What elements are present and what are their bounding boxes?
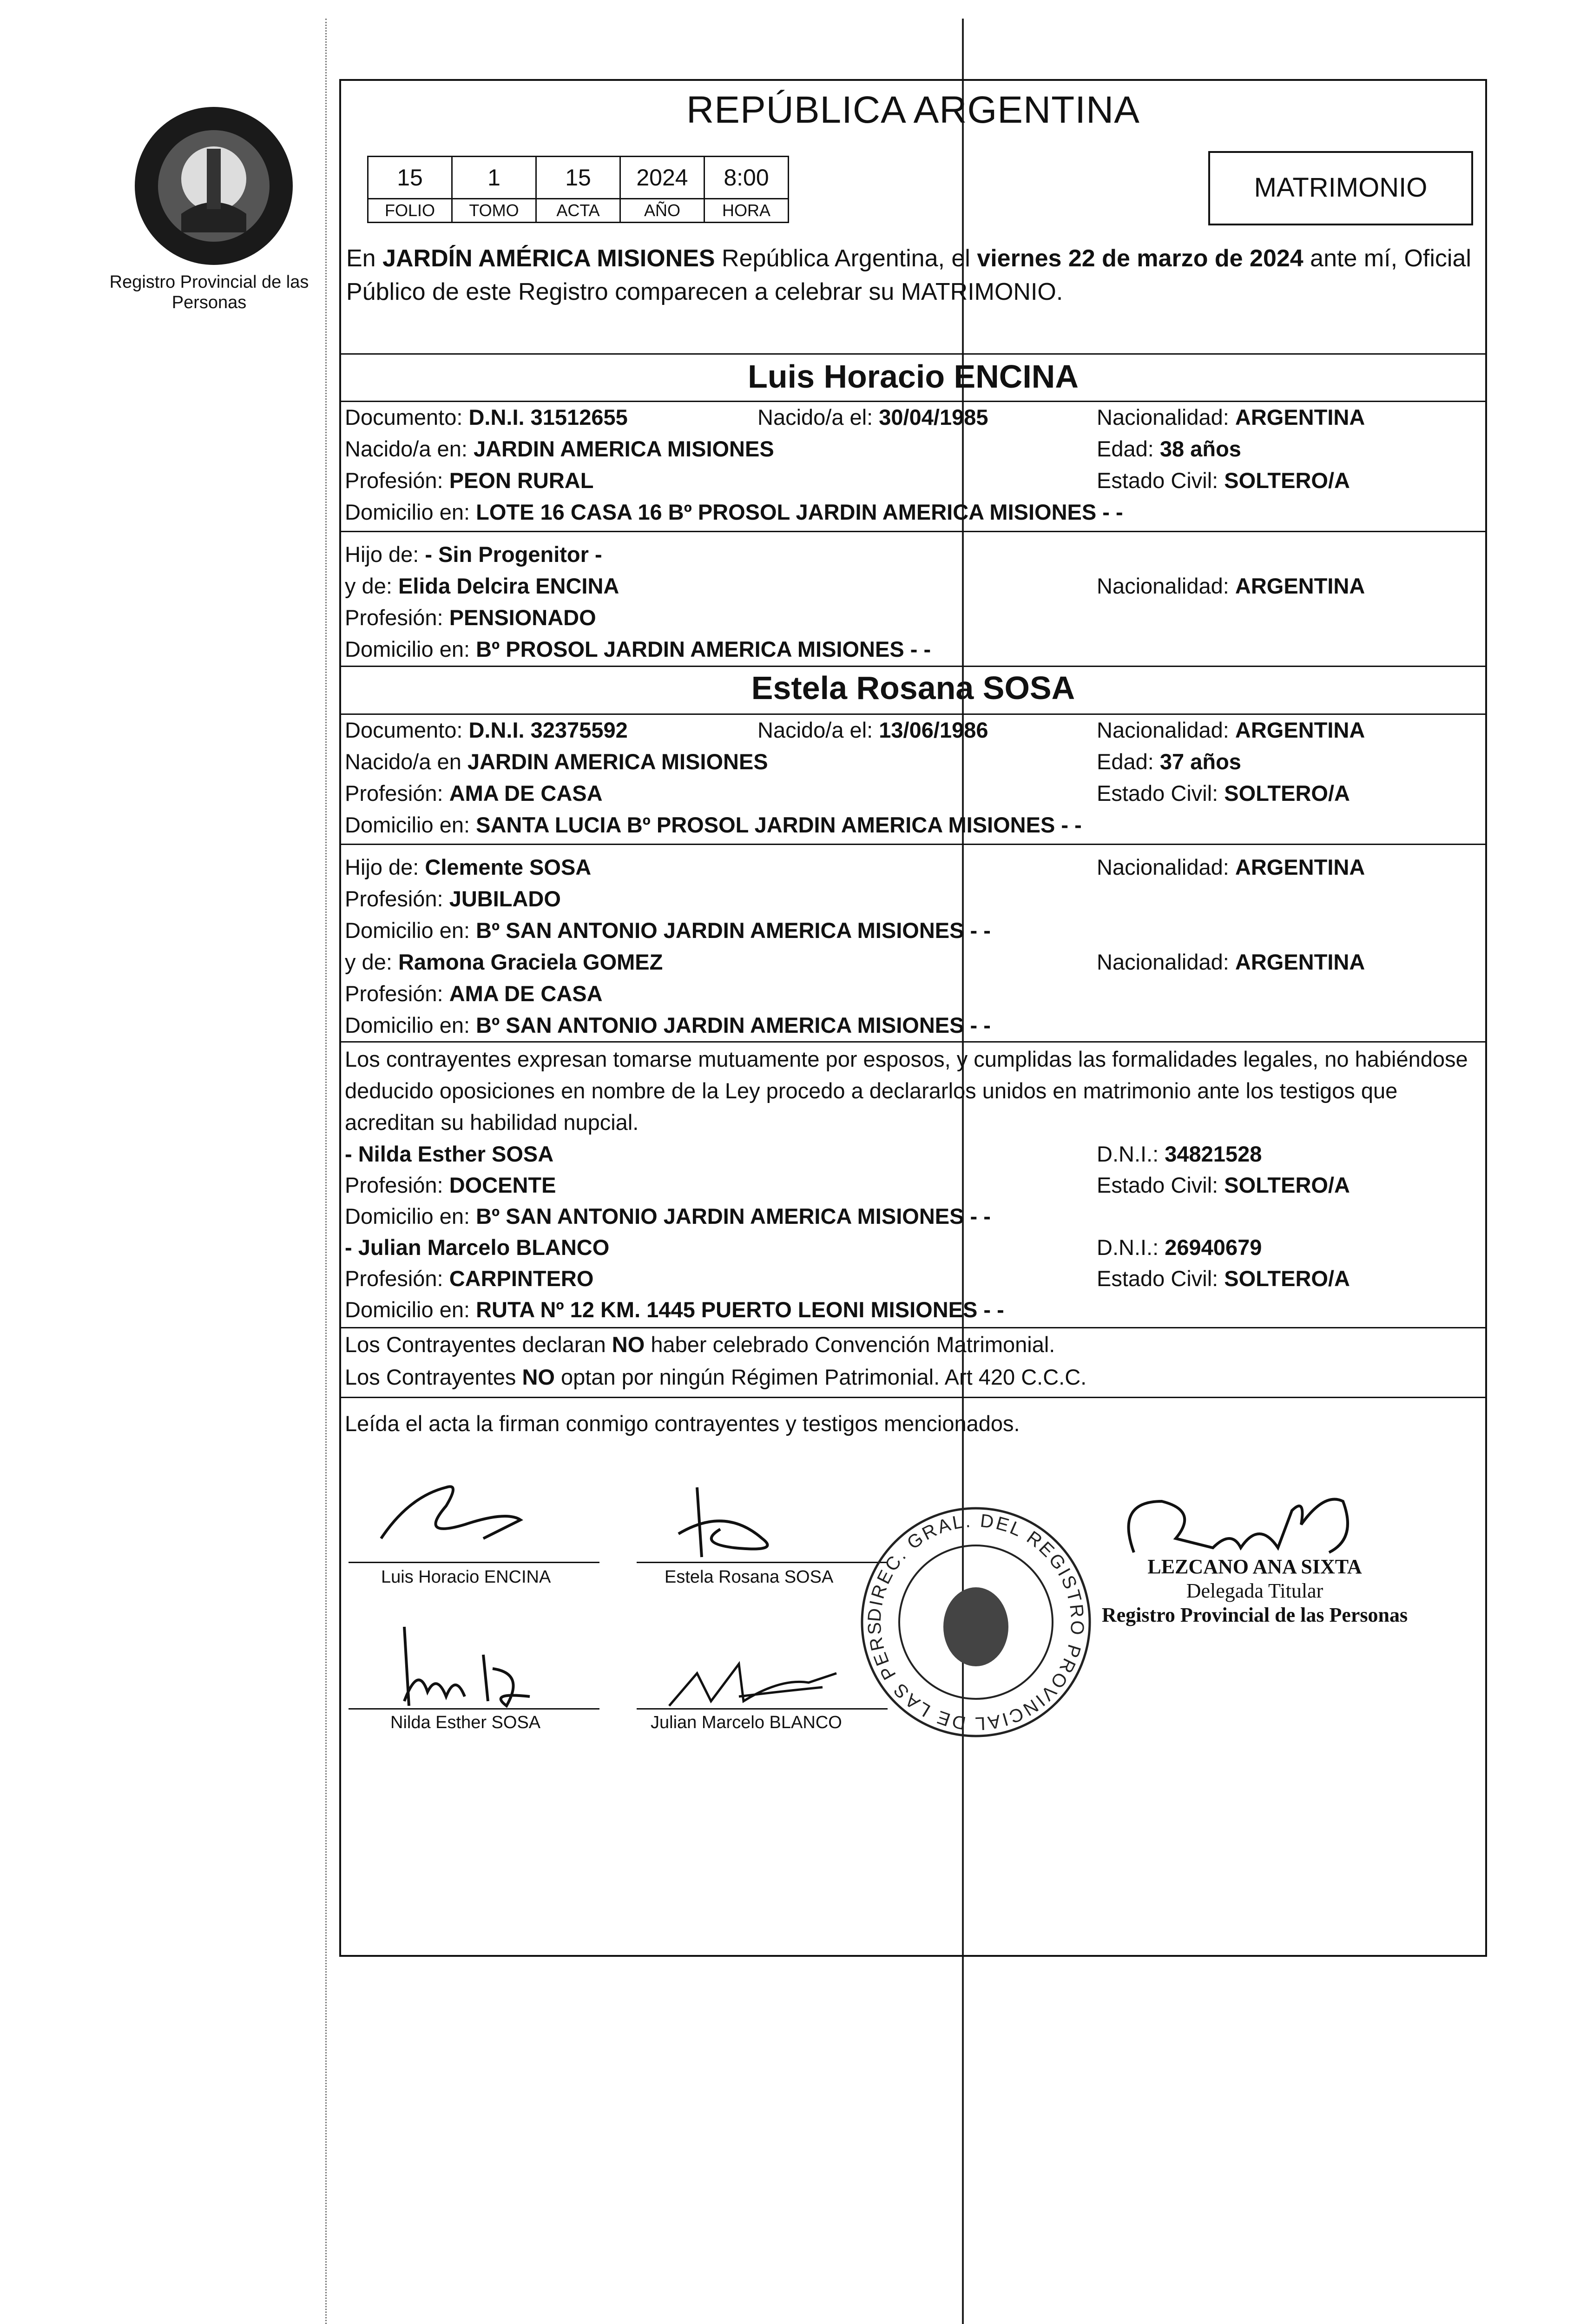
witness2-domicilio: Domicilio en: RUTA Nº 12 KM. 1445 PUERTO LEONI MISIONES - - <box>345 1297 1004 1322</box>
bride-padre: Hijo de: Clemente SOSA <box>345 855 592 879</box>
country-title: REPÚBLICA ARGENTINA <box>686 89 1140 131</box>
official-name: LEZCANO ANA SIXTA <box>1147 1555 1362 1578</box>
witness2-estado-civil: Estado Civil: SOLTERO/A <box>1097 1266 1350 1291</box>
bride-madre-nacionalidad: Nacionalidad: ARGENTINA <box>1097 950 1365 974</box>
bride-estado-civil: Estado Civil: SOLTERO/A <box>1097 781 1350 805</box>
signature-witness1 <box>376 1618 562 1720</box>
acta-label: ACTA <box>536 199 620 223</box>
bride-profesion: Profesión: AMA DE CASA <box>345 781 603 805</box>
signature-groom <box>353 1469 595 1562</box>
svg-text:DIREC. GRAL. DEL REGISTRO PROV: DIREC. GRAL. DEL REGISTRO PROVINCIAL DE LAS PERS <box>864 1510 1088 1734</box>
reference-table <box>367 156 789 223</box>
convention-line: Los Contrayentes declaran NO haber celebrado Convención Matrimonial. <box>345 1332 1055 1357</box>
witness2-name: - Julian Marcelo BLANCO <box>345 1235 610 1260</box>
ano-value: 2024 <box>620 157 704 199</box>
regime-line: Los Contrayentes NO optan por ningún Régimen Patrimonial. Art 420 C.C.C. <box>345 1365 1087 1389</box>
witness1-dni: D.N.I.: 34821528 <box>1097 1142 1262 1166</box>
witness1-profesion: Profesión: DOCENTE <box>345 1173 556 1197</box>
groom-name: Luis Horacio ENCINA <box>748 358 1079 395</box>
groom-edad: Edad: 38 años <box>1097 436 1241 461</box>
declaration-paragraph: Los contrayentes expresan tomarse mutuamente por esposos, y cumplidas las formalidades legales, no habiéndose deducido oposiciones en nombre de la Ley procedo a declararlos unidos en matrimonio ante los testigos que acreditan su habilidad nupcial. <box>345 1047 1468 1135</box>
official-name-block <box>1097 1555 1413 1627</box>
bride-name: Estela Rosana SOSA <box>751 670 1075 706</box>
signature-witness2 <box>660 1636 883 1715</box>
intro-date: viernes 22 de marzo de 2024 <box>977 245 1304 272</box>
folio-value: 15 <box>368 157 452 199</box>
tomo-label: TOMO <box>452 199 536 223</box>
bride-edad: Edad: 37 años <box>1097 749 1241 774</box>
bride-padre-domicilio: Domicilio en: Bº SAN ANTONIO JARDIN AMERICA MISIONES - - <box>345 918 991 943</box>
groom-documento: Documento: D.N.I. 31512655 <box>345 405 628 429</box>
bride-nacionalidad: Nacionalidad: ARGENTINA <box>1097 718 1365 742</box>
signature-label-groom: Luis Horacio ENCINA <box>381 1567 551 1587</box>
groom-madre: y de: Elida Delcira ENCINA <box>345 574 619 598</box>
groom-nacido-en: Nacido/a en: JARDIN AMERICA MISIONES <box>345 436 774 461</box>
signature-official <box>1106 1483 1385 1562</box>
record-type-box: MATRIMONIO <box>1208 151 1473 225</box>
bride-padre-profesion: Profesión: JUBILADO <box>345 886 561 911</box>
closing-line: Leída el acta la firman conmigo contrayentes y testigos mencionados. <box>345 1411 1020 1436</box>
official-office: Registro Provincial de las Personas <box>1101 1604 1408 1626</box>
bride-madre-domicilio: Domicilio en: Bº SAN ANTONIO JARDIN AMERICA MISIONES - - <box>345 1013 991 1037</box>
bride-padre-nacionalidad: Nacionalidad: ARGENTINA <box>1097 855 1365 879</box>
groom-madre-domicilio: Domicilio en: Bº PROSOL JARDIN AMERICA MISIONES - - <box>345 637 931 661</box>
bride-documento: Documento: D.N.I. 32375592 <box>345 718 628 742</box>
official-stamp <box>855 1501 1097 1743</box>
groom-estado-civil: Estado Civil: SOLTERO/A <box>1097 468 1350 493</box>
hora-value: 8:00 <box>704 157 789 199</box>
bride-domicilio: Domicilio en: SANTA LUCIA Bº PROSOL JARDIN AMERICA MISIONES - - <box>345 812 1082 837</box>
official-role: Delegada Titular <box>1186 1579 1323 1602</box>
witness1-name: - Nilda Esther SOSA <box>345 1142 554 1166</box>
intro-place: JARDÍN AMÉRICA MISIONES <box>382 245 715 272</box>
groom-nacionalidad: Nacionalidad: ARGENTINA <box>1097 405 1365 429</box>
ano-label: AÑO <box>620 199 704 223</box>
intro-paragraph: En JARDÍN AMÉRICA MISIONES República Argentina, el viernes 22 de marzo de 2024 ante mí, Oficial Público de este Registro comparecen a celebrar su MATRIMONIO. <box>346 245 1471 305</box>
groom-profesion: Profesión: PEON RURAL <box>345 468 594 493</box>
scan-margin-dots <box>325 19 328 2324</box>
tomo-value: 1 <box>452 157 536 199</box>
groom-domicilio: Domicilio en: LOTE 16 CASA 16 Bº PROSOL JARDIN AMERICA MISIONES - - <box>345 500 1123 524</box>
groom-madre-nacionalidad: Nacionalidad: ARGENTINA <box>1097 574 1365 598</box>
groom-nacido-el: Nacido/a el: 30/04/1985 <box>757 405 988 429</box>
signature-label-bride: Estela Rosana SOSA <box>665 1567 834 1587</box>
folio-label: FOLIO <box>368 199 452 223</box>
witness1-estado-civil: Estado Civil: SOLTERO/A <box>1097 1173 1350 1197</box>
signature-label-witness2: Julian Marcelo BLANCO <box>651 1713 842 1732</box>
bride-nacido-el: Nacido/a el: 13/06/1986 <box>757 718 988 742</box>
witness1-domicilio: Domicilio en: Bº SAN ANTONIO JARDIN AMERICA MISIONES - - <box>345 1204 991 1228</box>
acta-value: 15 <box>536 157 620 199</box>
groom-padre: Hijo de: - Sin Progenitor - <box>345 542 602 567</box>
witness2-dni: D.N.I.: 26940679 <box>1097 1235 1262 1260</box>
bride-madre: y de: Ramona Graciela GOMEZ <box>345 950 663 974</box>
signature-bride <box>641 1478 883 1571</box>
groom-madre-profesion: Profesión: PENSIONADO <box>345 605 596 630</box>
registry-label: Registro Provincial de las Personas <box>109 272 309 312</box>
witness2-profesion: Profesión: CARPINTERO <box>345 1266 594 1291</box>
hora-label: HORA <box>704 199 789 223</box>
bride-madre-profesion: Profesión: AMA DE CASA <box>345 981 603 1006</box>
bride-nacido-en: Nacido/a en JARDIN AMERICA MISIONES <box>345 749 768 774</box>
provincial-seal-logo <box>125 98 302 274</box>
signature-label-witness1: Nilda Esther SOSA <box>390 1713 541 1732</box>
